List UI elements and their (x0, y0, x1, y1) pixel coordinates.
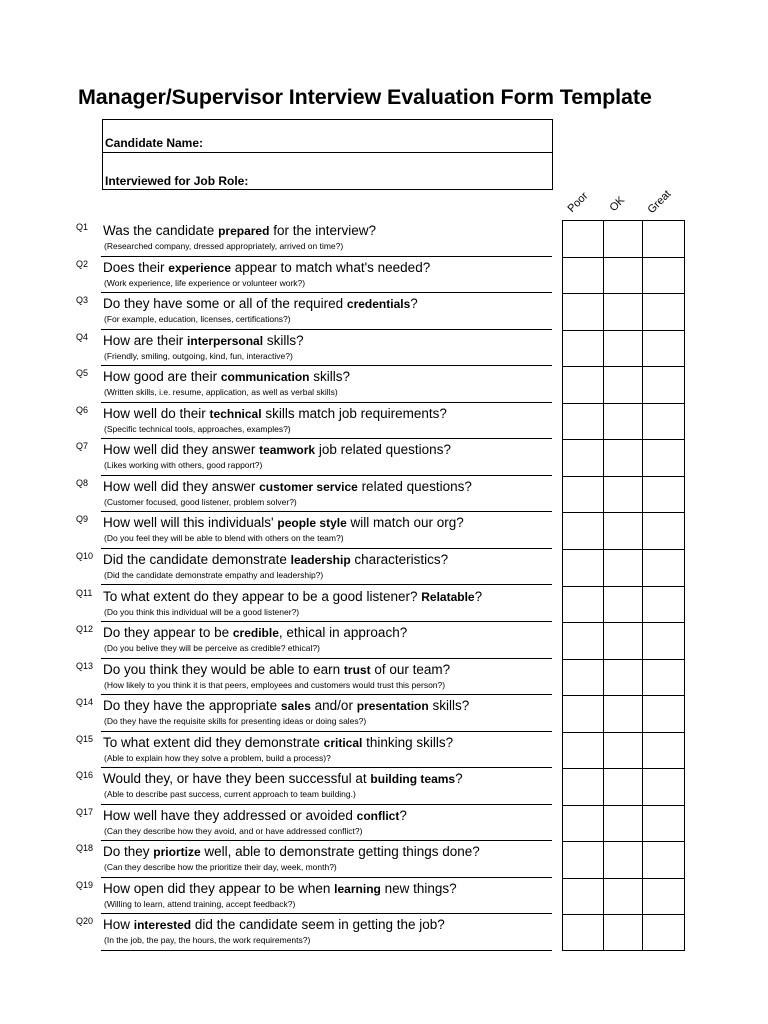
question-keyword: technical (209, 406, 262, 421)
question-row (76, 914, 552, 951)
question-text (103, 333, 304, 348)
question-text (103, 260, 430, 275)
question-row (76, 841, 552, 878)
question-row (76, 330, 552, 367)
question-keyword: leadership (290, 552, 351, 567)
question-number: Q15 (76, 733, 94, 744)
question-row (76, 659, 552, 696)
question-keyword: critical (323, 735, 363, 750)
question-keyword: trust (343, 662, 371, 677)
question-row (76, 878, 552, 915)
rating-header-ok: OK (607, 194, 628, 214)
question-number: Q12 (76, 624, 94, 635)
question-number: Q14 (76, 697, 94, 708)
question-text (103, 698, 469, 713)
question-hint: (For example, education, licenses, certifications?) (104, 314, 291, 325)
question-text-part: skills? (309, 369, 351, 385)
question-text-part: for the interview? (269, 223, 376, 238)
question-text-part: appear to match what's needed? (231, 259, 431, 275)
question-text-part: Does their (103, 259, 169, 275)
question-text-part: ? (399, 807, 407, 823)
question-number: Q13 (76, 660, 94, 671)
question-row (76, 257, 552, 294)
question-text-part: skills? (263, 332, 304, 348)
grid-row-divider (563, 512, 684, 513)
question-row (76, 695, 552, 732)
question-number: Q16 (76, 770, 94, 781)
question-number: Q9 (76, 514, 89, 525)
question-number: Q17 (76, 806, 94, 817)
question-hint: (Likes working with others, good rapport?) (104, 460, 263, 471)
grid-row-divider (563, 878, 684, 879)
question-keyword: building teams (370, 772, 456, 787)
question-hint: (How likely to you think it is that peers, employees and customers would trust this person?) (104, 679, 446, 690)
question-text (103, 369, 350, 384)
grid-row-divider (563, 659, 684, 660)
question-text-part: , ethical in approach? (278, 625, 408, 641)
question-text-part: new things? (380, 880, 457, 896)
question-text (103, 479, 472, 494)
question-text-part: well, able to demonstrate getting things done? (200, 844, 480, 860)
question-keyword: communication (220, 370, 310, 385)
rating-header-poor: Poor (565, 190, 591, 215)
grid-row-divider (563, 403, 684, 404)
question-number: Q11 (76, 587, 93, 598)
grid-row-divider (563, 622, 684, 623)
question-row (76, 622, 552, 659)
question-text-part: related questions? (357, 478, 472, 494)
question-text-part: thinking skills? (362, 734, 454, 750)
question-hint: (In the job, the pay, the hours, the work requirements?) (104, 935, 311, 946)
question-row (76, 476, 552, 513)
question-text (103, 552, 448, 567)
grid-row-divider (563, 439, 684, 440)
question-keyword: credentials (346, 297, 411, 312)
question-row (76, 293, 552, 330)
question-hint: (Able to describe past success, current approach to team building.) (104, 789, 356, 800)
question-number: Q6 (76, 404, 89, 415)
question-hint: (Customer focused, good listener, problem solver?) (104, 496, 297, 507)
question-text-part: Do you think they would be able to earn (103, 661, 344, 677)
question-keyword: experience (168, 260, 231, 275)
question-text-part: How well have they addressed or avoided (103, 807, 357, 823)
question-number: Q18 (76, 843, 94, 854)
question-text-part: ? (474, 588, 483, 604)
question-keyword: interpersonal (187, 333, 264, 348)
job-role-label: Interviewed for Job Role: (105, 174, 249, 188)
grid-row-divider (563, 768, 684, 769)
grid-row-divider (563, 293, 684, 294)
question-text-part: skills? (428, 698, 470, 714)
rating-grid[interactable] (562, 220, 685, 951)
question-text-part: Do they (103, 844, 154, 860)
question-number: Q7 (76, 441, 89, 452)
question-keyword: teamwork (259, 443, 316, 458)
question-text (103, 735, 453, 750)
candidate-name-label: Candidate Name: (105, 136, 204, 150)
question-row (76, 805, 552, 842)
rating-header-great: Great (645, 188, 674, 216)
question-text-part: To what extent do they appear to be a good listener? (103, 588, 422, 604)
question-number: Q10 (76, 550, 94, 561)
question-number: Q19 (76, 879, 94, 890)
question-text (103, 917, 445, 932)
question-text-part: job related questions? (315, 442, 451, 458)
question-hint: (Able to explain how they solve a problem, build a process)? (104, 752, 331, 763)
question-keyword: learning (334, 881, 381, 896)
grid-row-divider (563, 476, 684, 477)
question-keyword: sales (280, 699, 311, 714)
question-hint: (Do you think this individual will be a good listener?) (104, 606, 300, 617)
question-text-part: Do they have the appropriate (103, 698, 281, 714)
question-text (103, 625, 407, 640)
question-text-part: How good are their (103, 369, 221, 385)
grid-row-divider (563, 257, 684, 258)
question-hint: (Did the candidate demonstrate empathy and leadership?) (104, 569, 324, 580)
question-text-part: Do they appear to be (103, 625, 233, 641)
question-row (76, 549, 552, 586)
grid-row-divider (563, 695, 684, 696)
question-text-part: How (103, 917, 134, 933)
question-text (103, 223, 376, 238)
question-text-part: did the candidate seem in getting the job? (191, 917, 445, 933)
question-text-part: Would they, or have they been successful at (103, 771, 371, 787)
question-hint: (Work experience, life experience or volunteer work?) (104, 277, 306, 288)
question-number: Q5 (76, 368, 89, 379)
question-keyword: credible (232, 626, 279, 641)
question-text-part: How open did they appear to be when (103, 880, 335, 896)
question-text-part: Was the candidate (103, 223, 219, 238)
question-row (76, 366, 552, 403)
question-row (76, 220, 552, 257)
question-keyword: customer service (259, 479, 358, 494)
question-underline (101, 950, 552, 951)
question-number: Q2 (76, 258, 89, 269)
question-hint: (Do you feel they will be able to blend with others on the team?) (104, 533, 344, 544)
question-number: Q1 (76, 222, 89, 232)
grid-row-divider (563, 586, 684, 587)
grid-row-divider (563, 732, 684, 733)
question-text-part: To what extent did they demonstrate (103, 734, 324, 750)
question-text-part: Did the candidate demonstrate (103, 551, 291, 567)
question-hint: (Can they describe how they avoid, and or have addressed conflict?) (104, 825, 363, 836)
question-text-part: skills match job requirements? (261, 405, 447, 421)
question-hint: (Written skills, i.e. resume, application, as well as verbal skills) (104, 387, 338, 398)
question-text-part: How well do their (103, 405, 210, 421)
question-row (76, 403, 552, 440)
question-text-part: will match our org? (346, 515, 464, 531)
question-text-part: of our team? (370, 661, 451, 677)
question-number: Q8 (76, 477, 89, 488)
question-text (103, 296, 418, 311)
question-text-part: and/or (310, 698, 357, 714)
question-row (76, 768, 552, 805)
question-row (76, 586, 552, 623)
question-text (103, 406, 447, 421)
question-keyword: prepared (218, 224, 270, 238)
question-keyword: people style (277, 516, 347, 531)
candidate-box-divider (103, 152, 552, 153)
question-text-part: How well will this individuals' (103, 515, 278, 531)
candidate-info-box (102, 119, 553, 190)
question-keyword: priortize (153, 845, 201, 860)
question-row (76, 732, 552, 769)
question-keyword: conflict (356, 808, 400, 823)
question-text (103, 442, 451, 457)
question-text-part: characteristics? (350, 551, 449, 567)
question-text (103, 662, 450, 677)
grid-row-divider (563, 805, 684, 806)
question-text (103, 808, 407, 823)
question-number: Q3 (76, 295, 89, 306)
question-text (103, 844, 480, 859)
question-hint: (Willing to learn, attend training, accept feedback?) (104, 898, 296, 909)
question-number: Q4 (76, 331, 89, 342)
question-text (103, 515, 464, 530)
grid-row-divider (563, 841, 684, 842)
question-text-part: ? (410, 296, 418, 312)
question-text-part: Do they have some or all of the required (103, 296, 347, 312)
question-keyword: Relatable (421, 589, 475, 604)
grid-row-divider (563, 330, 684, 331)
question-number: Q20 (76, 916, 94, 927)
page-title: Manager/Supervisor Interview Evaluation Form Template (78, 85, 652, 109)
question-text-part: ? (455, 771, 463, 787)
question-hint: (Friendly, smiling, outgoing, kind, fun, interactive?) (104, 350, 293, 361)
question-hint: (Specific technical tools, approaches, examples?) (104, 423, 291, 434)
question-text-part: How well did they answer (103, 478, 260, 494)
question-text (103, 771, 463, 786)
question-hint: (Researched company, dressed appropriately, arrived on time?) (104, 241, 344, 251)
grid-row-divider (563, 366, 684, 367)
grid-row-divider (563, 914, 684, 915)
question-row (76, 439, 552, 476)
question-text (103, 589, 482, 604)
question-row (76, 512, 552, 549)
question-keyword: presentation (356, 699, 429, 714)
question-keyword: interested (133, 918, 192, 933)
question-hint: (Do you belive they will be perceive as credible? ethical?) (104, 643, 320, 654)
question-text-part: How are their (103, 332, 188, 348)
grid-row-divider (563, 549, 684, 550)
question-text (103, 881, 457, 896)
question-hint: (Can they describe how the prioritize their day, week, month?) (104, 862, 337, 873)
question-text-part: How well did they answer (103, 442, 260, 458)
question-hint: (Do they have the requisite skills for presenting ideas or doing sales?) (104, 716, 367, 727)
